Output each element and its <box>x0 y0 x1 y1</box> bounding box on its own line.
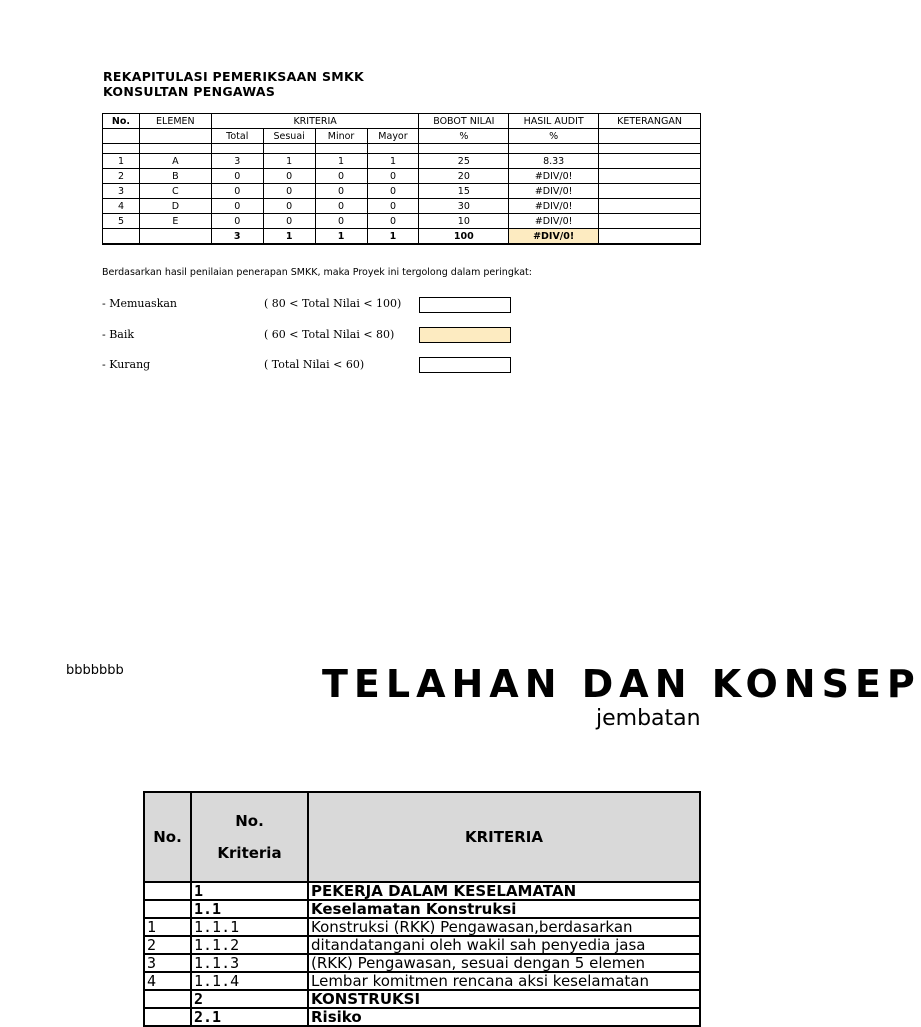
subheader-bobot-pct: % <box>419 129 509 144</box>
report-subtitle: KONSULTAN PENGAWAS <box>103 84 276 99</box>
table-row: 2.1 Risiko <box>144 1008 700 1026</box>
criteria-header-no: No. <box>144 792 191 882</box>
table-row: 5 E 0 0 0 0 10 #DIV/0! <box>103 214 701 229</box>
total-total: 3 <box>211 229 263 245</box>
header-kriteria: KRITERIA <box>211 114 419 129</box>
subheader-total: Total <box>211 129 263 144</box>
recap-table <box>102 113 701 245</box>
total-mayor: 1 <box>367 229 419 245</box>
subheader-hasil-pct: % <box>509 129 599 144</box>
rating-box-memuaskan <box>419 297 511 313</box>
recap-subheader-row <box>103 129 701 144</box>
table-row: 1 PEKERJA DALAM KESELAMATAN <box>144 882 700 900</box>
total-hasil: #DIV/0! <box>509 229 599 245</box>
recap-header-row <box>103 114 701 129</box>
table-row: 1 A 3 1 1 1 25 8.33 <box>103 154 701 169</box>
table-row: 1 1.1.1 Konstruksi (RKK) Pengawasan,berdasarkan <box>144 918 700 936</box>
rating-box-baik <box>419 327 511 343</box>
criteria-header-row <box>144 792 700 882</box>
table-row: 4 D 0 0 0 0 30 #DIV/0! <box>103 199 701 214</box>
table-row: 3 1.1.3 (RKK) Pengawasan, sesuai dengan 5 elemen <box>144 954 700 972</box>
total-bobot: 100 <box>419 229 509 245</box>
rating-label-memuaskan: - Memuaskan <box>102 297 178 310</box>
table-row: 2 B 0 0 0 0 20 #DIV/0! <box>103 169 701 184</box>
rating-box-kurang <box>419 357 511 373</box>
table-row: 2 KONSTRUKSI <box>144 990 700 1008</box>
subheader-minor: Minor <box>315 129 367 144</box>
header-elemen: ELEMEN <box>139 114 211 129</box>
table-row: 3 C 0 0 0 0 15 #DIV/0! <box>103 184 701 199</box>
total-sesuai: 1 <box>263 229 315 245</box>
sub-header: jembatan <box>596 706 701 731</box>
recap-total-row <box>103 229 701 245</box>
criteria-table <box>143 791 701 1027</box>
sub-header-clip <box>596 706 701 736</box>
criteria-header-no-kriteria: No. Kriteria <box>191 792 308 882</box>
header-bobot: BOBOT NILAI <box>419 114 509 129</box>
table-row: 1.1 Keselamatan Konstruksi <box>144 900 700 918</box>
header-no: No. <box>103 114 140 129</box>
rating-range-memuaskan: ( 80 < Total Nilai < 100) <box>264 297 402 310</box>
rating-range-kurang: ( Total Nilai < 60) <box>264 358 365 371</box>
rating-range-baik: ( 60 < Total Nilai < 80) <box>264 328 395 341</box>
subheader-mayor: Mayor <box>367 129 419 144</box>
recap-spacer-row <box>103 144 701 154</box>
stray-text: bbbbbbb <box>66 663 124 678</box>
rating-label-baik: - Baik <box>102 328 135 341</box>
header-hasil: HASIL AUDIT <box>509 114 599 129</box>
report-title: REKAPITULASI PEMERIKSAAN SMKK <box>103 69 364 84</box>
table-row: 2 1.1.2 ditandatangani oleh wakil sah penyedia jasa <box>144 936 700 954</box>
table-row: 4 1.1.4 Lembar komitmen rencana aksi keselamatan <box>144 972 700 990</box>
big-header-clip <box>320 662 921 708</box>
subheader-sesuai: Sesuai <box>263 129 315 144</box>
header-keterangan: KETERANGAN <box>599 114 701 129</box>
total-minor: 1 <box>315 229 367 245</box>
big-header: TELAHAN DAN KONSEP <box>322 662 921 706</box>
rating-note: Berdasarkan hasil penilaian penerapan SMKK, maka Proyek ini tergolong dalam peringkat: <box>102 267 532 278</box>
criteria-header-kriteria: KRITERIA <box>308 792 700 882</box>
rating-label-kurang: - Kurang <box>102 358 151 371</box>
